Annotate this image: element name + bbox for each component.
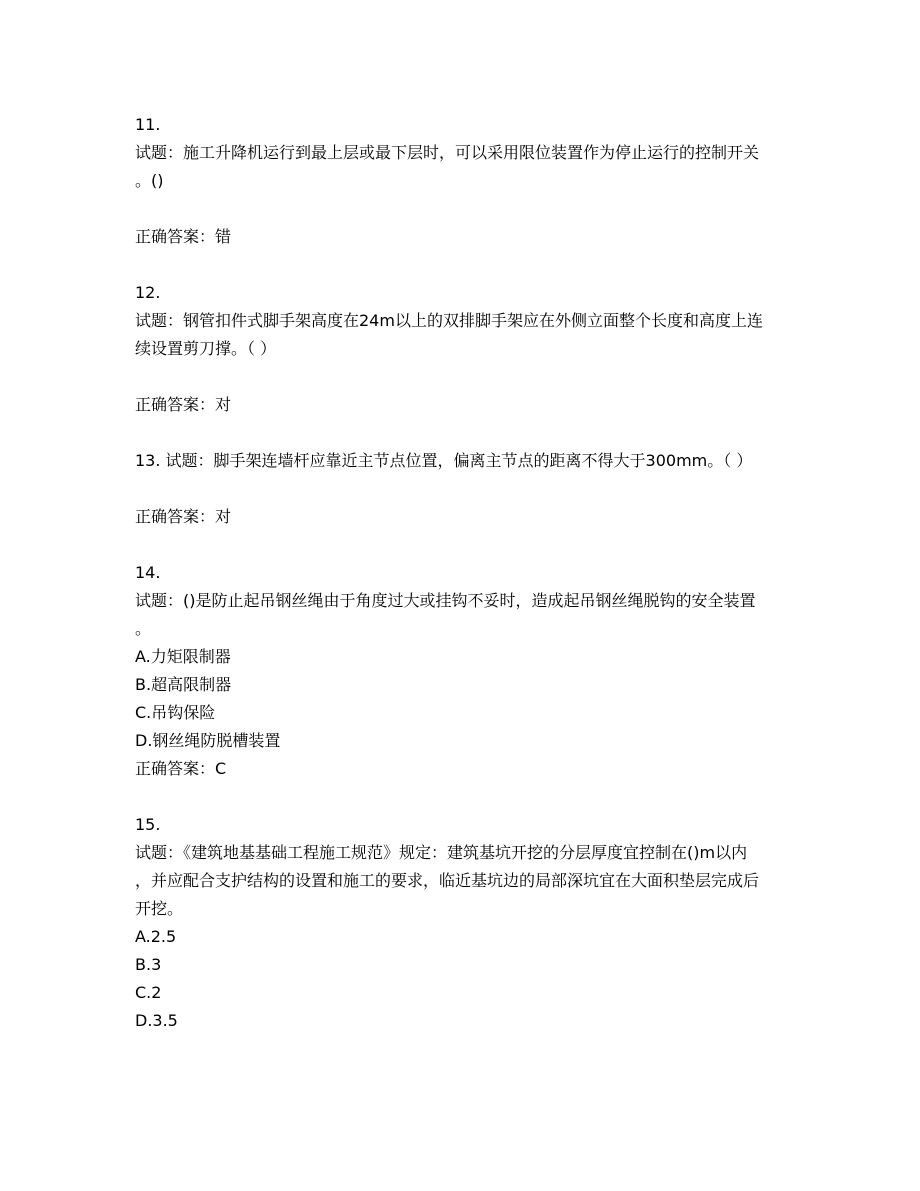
option-d: D.钢丝绳防脱槽装置 [135, 731, 281, 750]
question-text-line: 试题：施工升降机运行到最上层或最下层时，可以采用限位装置作为停止运行的控制开关 [135, 143, 760, 162]
spacer [135, 251, 785, 279]
question-number: 14. [135, 563, 161, 582]
option-d: D.3.5 [135, 1011, 178, 1030]
option-b: B.3 [135, 955, 162, 974]
option-b: B.超高限制器 [135, 675, 232, 694]
spacer [135, 363, 785, 391]
question-text-line: 试题：钢管扣件式脚手架高度在24m以上的双排脚手架应在外侧立面整个长度和高度上连 [135, 311, 763, 330]
question-text-line: ，并应配合支护结构的设置和施工的要求，临近基坑边的局部深坑宜在大面积垫层完成后 [135, 871, 760, 890]
option-a: A.力矩限制器 [135, 647, 231, 666]
question-text-line: 13. 试题：脚手架连墙杆应靠近主节点位置，偏离主节点的距离不得大于300mm。（ ） [135, 451, 753, 470]
spacer [135, 531, 785, 559]
spacer [135, 419, 785, 447]
question-12 [135, 279, 785, 419]
spacer [135, 475, 785, 503]
question-13 [135, 447, 785, 531]
option-c: C.2 [135, 983, 162, 1002]
spacer [135, 783, 785, 811]
option-a: A.2.5 [135, 927, 177, 946]
question-15 [135, 811, 785, 1035]
answer-text: 正确答案：错 [135, 227, 232, 246]
question-text-line: 试题：()是防止起吊钢丝绳由于角度过大或挂钩不妥时，造成起吊钢丝绳脱钩的安全装置 [135, 591, 756, 610]
question-11 [135, 111, 785, 251]
question-number: 12. [135, 283, 161, 302]
question-text-line: 。() [135, 171, 164, 190]
answer-text: 正确答案：对 [135, 507, 232, 526]
answer-text: 正确答案：对 [135, 395, 232, 414]
option-c: C.吊钩保险 [135, 703, 216, 722]
question-number: 15. [135, 815, 161, 834]
question-number: 11. [135, 115, 161, 134]
question-text-line: 开挖。 [135, 899, 184, 918]
question-14 [135, 559, 785, 783]
question-text-line: 。 [135, 619, 152, 638]
question-text-line: 续设置剪刀撑。（ ） [135, 339, 277, 358]
answer-text: 正确答案：C [135, 759, 227, 778]
spacer [135, 195, 785, 223]
exam-page [135, 111, 785, 1035]
question-text-line: 试题：《建筑地基基础工程施工规范》规定：建筑基坑开挖的分层厚度宜控制在()m以内 [135, 843, 748, 862]
